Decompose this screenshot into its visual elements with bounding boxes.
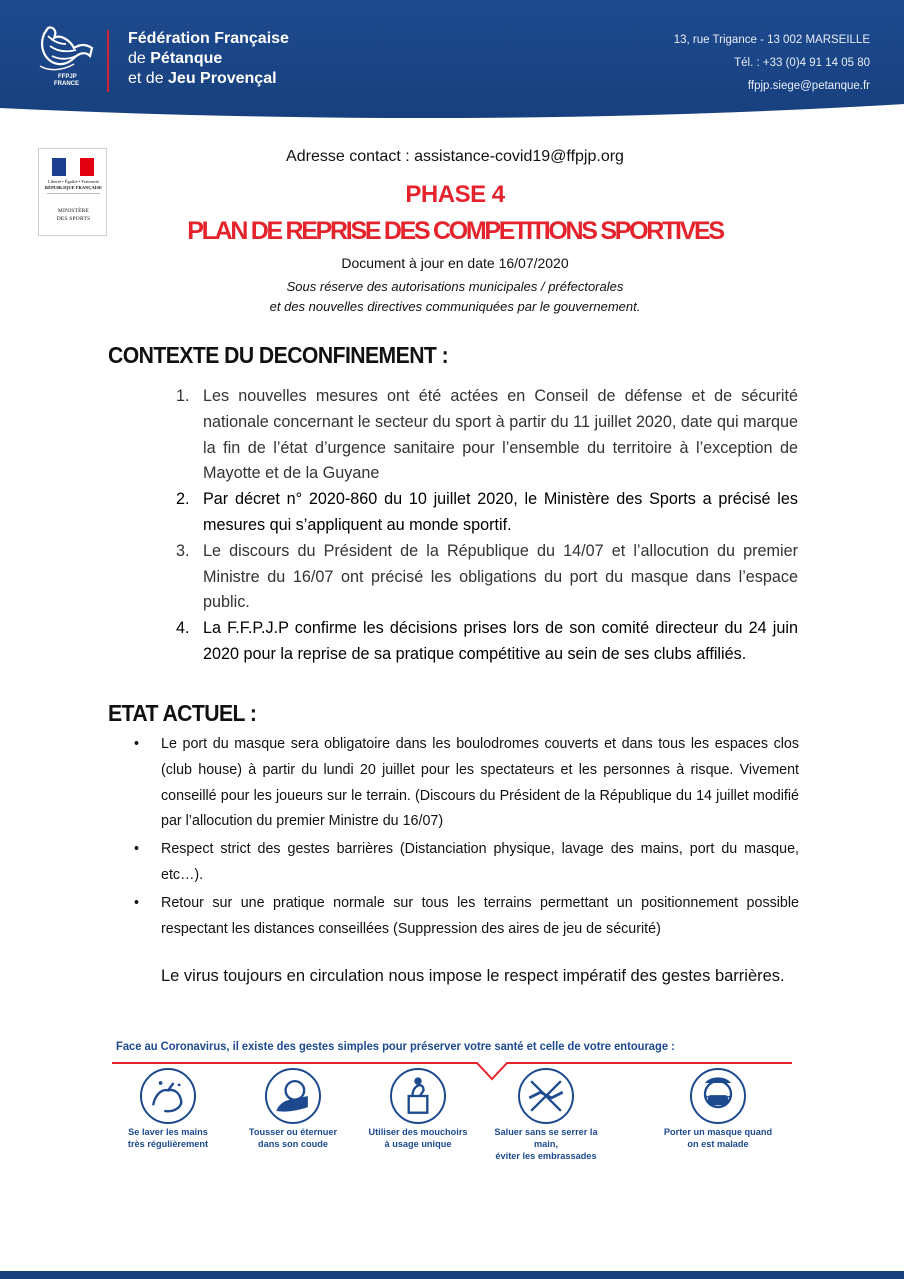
svg-text:FRANCE: FRANCE [54,81,79,87]
gesture-caption: Tousser ou éternuer dans son coude [248,1127,338,1149]
gesture-caption: Utiliser des mouchoirs à usage unique [368,1127,468,1149]
svg-text:FFPJP: FFPJP [58,74,77,80]
footer-bar [0,1271,904,1279]
phase-title: PHASE 4 [405,181,505,208]
hand-washing-icon [140,1068,196,1124]
covid-banner-title: Face au Coronavirus, il existe des gestes simples pour préserver votre santé et celle de votre entourage : [116,1039,675,1053]
list-item: 3. Le discours du Président de la République du 14/07 et l’allocution du premier Ministre du 16/07 ont précisé les obligations du port du masque dans l’espace public. [176,541,798,612]
gesture-item [233,1068,353,1150]
list-item: 1. Les nouvelles mesures ont été actées en Conseil de défense et de sécurité nationale concernant le secteur du sport à partir du 11 juillet 2020, date qui marque la fin de l’état d’urgence sanitaire pour l’ensemble du territoire à l’exception de Mayotte et de la Guyane [176,387,798,483]
reserve-note: Sous réserve des autorisations municipales / préfectorales et des nouvelles directives communiquées par le gouvernement. [269,279,641,314]
header-address: 13, rue Trigance - 13 002 MARSEILLE [673,34,870,46]
cough-elbow-icon [265,1068,321,1124]
contexte-list [176,384,798,668]
contexte-heading: CONTEXTE DU DECONFINEMENT : [108,342,449,368]
federation-line-1: Fédération Française [128,30,289,47]
gesture-item [358,1068,478,1150]
list-item: • Retour sur une pratique normale sur tous les terrains permettant un positionnement possible respectant les distances conseillées (Suppression des aires de jeu de sécurité) [134,894,799,937]
plan-title: PLAN DE REPRISE DES COMPETITIONS SPORTIVES [187,217,723,245]
republic-text: Liberté • Égalité • Fraternité RÉPUBLIQUE FRANÇAISE [44,179,103,190]
gesture-item [486,1068,606,1162]
closing-statement: Le virus toujours en circulation nous impose le respect impératif des gestes barrières. [161,967,785,985]
header-contact [674,29,870,98]
gesture-caption: Se laver les mains très régulièrement [127,1127,209,1149]
list-item: • Le port du masque sera obligatoire dans les boulodromes couverts et dans tous les espaces clos (club house) à partir du lundi 20 juillet pour les spectateurs et les personnes à risque. Vivement conseillé pour les joueurs sur le terrain. (Discours du Président de la République du 14 juillet modifié par l’allocution du premier Ministre du 16/07) [134,736,799,830]
list-item: • Respect strict des gestes barrières (Distanciation physique, lavage des mains, port du masque, etc…). [134,841,799,883]
gesture-item [108,1068,228,1150]
header-phone: Tél. : +33 (0)4 91 14 05 80 [734,57,870,69]
letterhead-header [0,0,904,118]
list-item: 4. La F.F.P.J.P confirme les décisions prises lors de son comité directeur du 24 juin 2020 pour la reprise de sa pratique compétitive au sein de ses clubs affiliés. [176,619,798,663]
list-item: 2. Par décret n° 2020-860 du 10 juillet 2020, le Ministère des Sports a précisé les mesures qui s’appliquent au monde sportif. [176,490,798,534]
header-swoosh [0,104,904,122]
contact-address: Adresse contact : assistance-covid19@ffpjp.org [286,148,624,165]
face-mask-icon [690,1068,746,1124]
tissue-icon [390,1068,446,1124]
federation-name [128,29,289,89]
ffpjp-rooster-logo [30,22,100,90]
document-date: Document à jour en date 16/07/2020 [341,255,569,271]
no-handshake-icon [518,1068,574,1124]
gestures-row [108,1068,798,1161]
gesture-caption: Porter un masque quand on est malade [663,1127,773,1149]
gesture-caption: Saluer sans se serrer la main, éviter les embrassades [494,1127,598,1161]
etat-heading: ETAT ACTUEL : [108,700,257,726]
etat-list [132,732,799,944]
ministry-name: MINISTÈRE DES SPORTS [56,208,91,222]
federation-line-2: de Pétanque [128,50,223,67]
gesture-item [658,1068,778,1150]
federation-line-3: et de Jeu Provençal [128,70,277,87]
header-email[interactable]: ffpjp.siege@petanque.fr [747,80,870,92]
header-divider [107,30,109,92]
